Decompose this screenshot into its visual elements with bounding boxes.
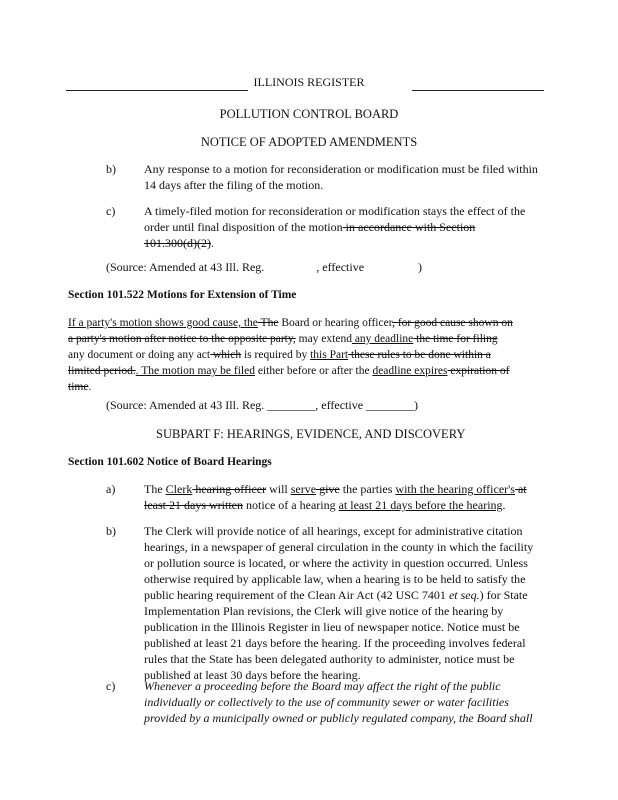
text-line bbox=[144, 219, 525, 235]
text-line: A timely-filed motion for reconsideration or modification stays the effect of the bbox=[144, 204, 526, 218]
item-602c-text bbox=[144, 678, 533, 726]
text-run: The bbox=[144, 482, 166, 496]
item-602c-marker: c) bbox=[106, 679, 116, 693]
struck-text: these rules to be done within a bbox=[348, 349, 491, 361]
struck-text: hearing officer bbox=[192, 482, 267, 496]
register-title: ILLINOIS REGISTER bbox=[253, 75, 365, 89]
text-line: otherwise required by applicable law, when a hearing is to be held to satisfy the bbox=[144, 572, 526, 586]
header-rule-left bbox=[66, 90, 248, 91]
underlined-text: at least 21 days before the hearing bbox=[338, 498, 503, 512]
text-line: published at least 21 days before the hearing. If the proceeding involves federal bbox=[144, 636, 526, 650]
underlined-text: shows bbox=[155, 317, 184, 329]
text-line bbox=[68, 315, 513, 331]
struck-text: the time for filing bbox=[413, 333, 498, 345]
italic-text: et seq. bbox=[448, 588, 480, 602]
text-line: hearings, in a newspaper of general circulation in the county in which the facility bbox=[144, 540, 534, 554]
text-line bbox=[68, 379, 513, 395]
text-line: published at least 30 days before the hearing. bbox=[144, 668, 361, 682]
underlined-text: serve bbox=[290, 482, 317, 496]
text-line bbox=[144, 481, 527, 497]
text-line: rules that the State has been delegated authority to administer, notice must be bbox=[144, 652, 515, 666]
struck-text: The bbox=[257, 317, 279, 329]
item-b-text bbox=[144, 161, 538, 193]
header-rule-right bbox=[412, 90, 544, 91]
text-run: will bbox=[266, 482, 291, 496]
struck-text: a party's motion after notice to the opposite party, bbox=[68, 333, 296, 345]
underlined-text: this Part bbox=[310, 349, 349, 361]
text-line: Whenever a proceeding before the Board may affect the right of the public bbox=[144, 679, 501, 693]
text-line: Any response to a motion for reconsideration or modification must be filed within bbox=[144, 162, 538, 176]
text-line: individually or collectively to the use of community sewer or water facilities bbox=[144, 695, 509, 709]
source-effective: , effective bbox=[316, 260, 365, 274]
struck-text: 101.300(d)(2) bbox=[144, 236, 211, 250]
item-c-marker: c) bbox=[106, 204, 116, 218]
text-line bbox=[144, 235, 525, 251]
text-line bbox=[68, 331, 513, 347]
source-prefix: (Source: Amended at 43 Ill. Reg. bbox=[106, 260, 265, 274]
text-line bbox=[144, 497, 527, 513]
text-line: publication in the Illinois Register in lieu of newspaper notice. Notice must be bbox=[144, 620, 520, 634]
item-c-text bbox=[144, 203, 525, 251]
text-run: . bbox=[88, 381, 92, 393]
struck-text: in accordance with Section bbox=[342, 220, 476, 234]
text-run: . bbox=[210, 236, 214, 250]
struck-text: which bbox=[210, 349, 242, 361]
underlined-text: If a party's motion bbox=[68, 317, 156, 329]
underlined-text: deadline expires bbox=[372, 365, 448, 377]
subpart-f-title: SUBPART F: HEARINGS, EVIDENCE, AND DISCOVERY bbox=[156, 427, 466, 441]
text-run: order until final disposition of the motion bbox=[144, 220, 343, 234]
struck-text: limited period. bbox=[68, 365, 136, 377]
source-amended-1 bbox=[106, 259, 422, 275]
text-run: Board or hearing officer bbox=[278, 317, 393, 329]
item-a-text bbox=[144, 481, 527, 513]
underlined-text: with the hearing officer's bbox=[395, 482, 515, 496]
struck-text: , for good cause shown on bbox=[392, 317, 513, 329]
board-title: POLLUTION CONTROL BOARD bbox=[219, 107, 399, 121]
underlined-text: . bbox=[135, 365, 139, 377]
text-run: may extend bbox=[295, 333, 352, 345]
struck-text: at bbox=[514, 482, 527, 496]
struck-text: least 21 days written bbox=[144, 498, 243, 512]
underlined-text: The motion may be filed bbox=[138, 365, 255, 377]
text-run: the parties bbox=[339, 482, 396, 496]
text-line bbox=[68, 347, 513, 363]
text-run: any document or doing any act bbox=[68, 349, 211, 361]
text-line: provided by a municipally owned or publicly regulated company, the Board shall bbox=[144, 711, 533, 725]
text-line: or pollution source is located, or where the activity in question occurred. Unless bbox=[144, 556, 528, 570]
underlined-text: any deadline bbox=[351, 333, 414, 345]
struck-text: expiration of bbox=[447, 365, 510, 377]
item-602b-text bbox=[144, 523, 533, 683]
text-run: . bbox=[502, 498, 506, 512]
text-line bbox=[68, 363, 513, 379]
text-line: Implementation Plan revisions, the Clerk will give notice of the hearing by bbox=[144, 604, 504, 618]
struck-text: give bbox=[316, 482, 340, 496]
text-run: is required by bbox=[241, 349, 311, 361]
item-602b-marker: b) bbox=[106, 524, 116, 538]
section-522-text bbox=[68, 315, 513, 395]
source-close: ) bbox=[418, 260, 423, 274]
text-line: The Clerk will provide notice of all hearings, except for administrative citation bbox=[144, 524, 523, 538]
section-522-heading: Section 101.522 Motions for Extension of Time bbox=[68, 289, 297, 301]
section-602-heading: Section 101.602 Notice of Board Hearings bbox=[68, 456, 272, 468]
text-run: either before or after the bbox=[254, 365, 373, 377]
text-line: 14 days after the filing of the motion. bbox=[144, 178, 324, 192]
text-line bbox=[144, 587, 533, 603]
notice-title: NOTICE OF ADOPTED AMENDMENTS bbox=[200, 135, 418, 149]
struck-text: time bbox=[68, 381, 89, 393]
item-b-marker: b) bbox=[106, 162, 116, 176]
source-amended-2: (Source: Amended at 43 Ill. Reg. ________, effective ________) bbox=[106, 398, 419, 412]
text-run: notice of a hearing bbox=[242, 498, 339, 512]
underlined-text: Clerk bbox=[165, 482, 193, 496]
text-run: public hearing requirement of the Clean Air Act (42 USC 7401 bbox=[144, 588, 449, 602]
text-run: ) for State bbox=[479, 588, 528, 602]
item-a-marker: a) bbox=[106, 482, 116, 496]
underlined-text: good cause, the bbox=[183, 317, 258, 329]
